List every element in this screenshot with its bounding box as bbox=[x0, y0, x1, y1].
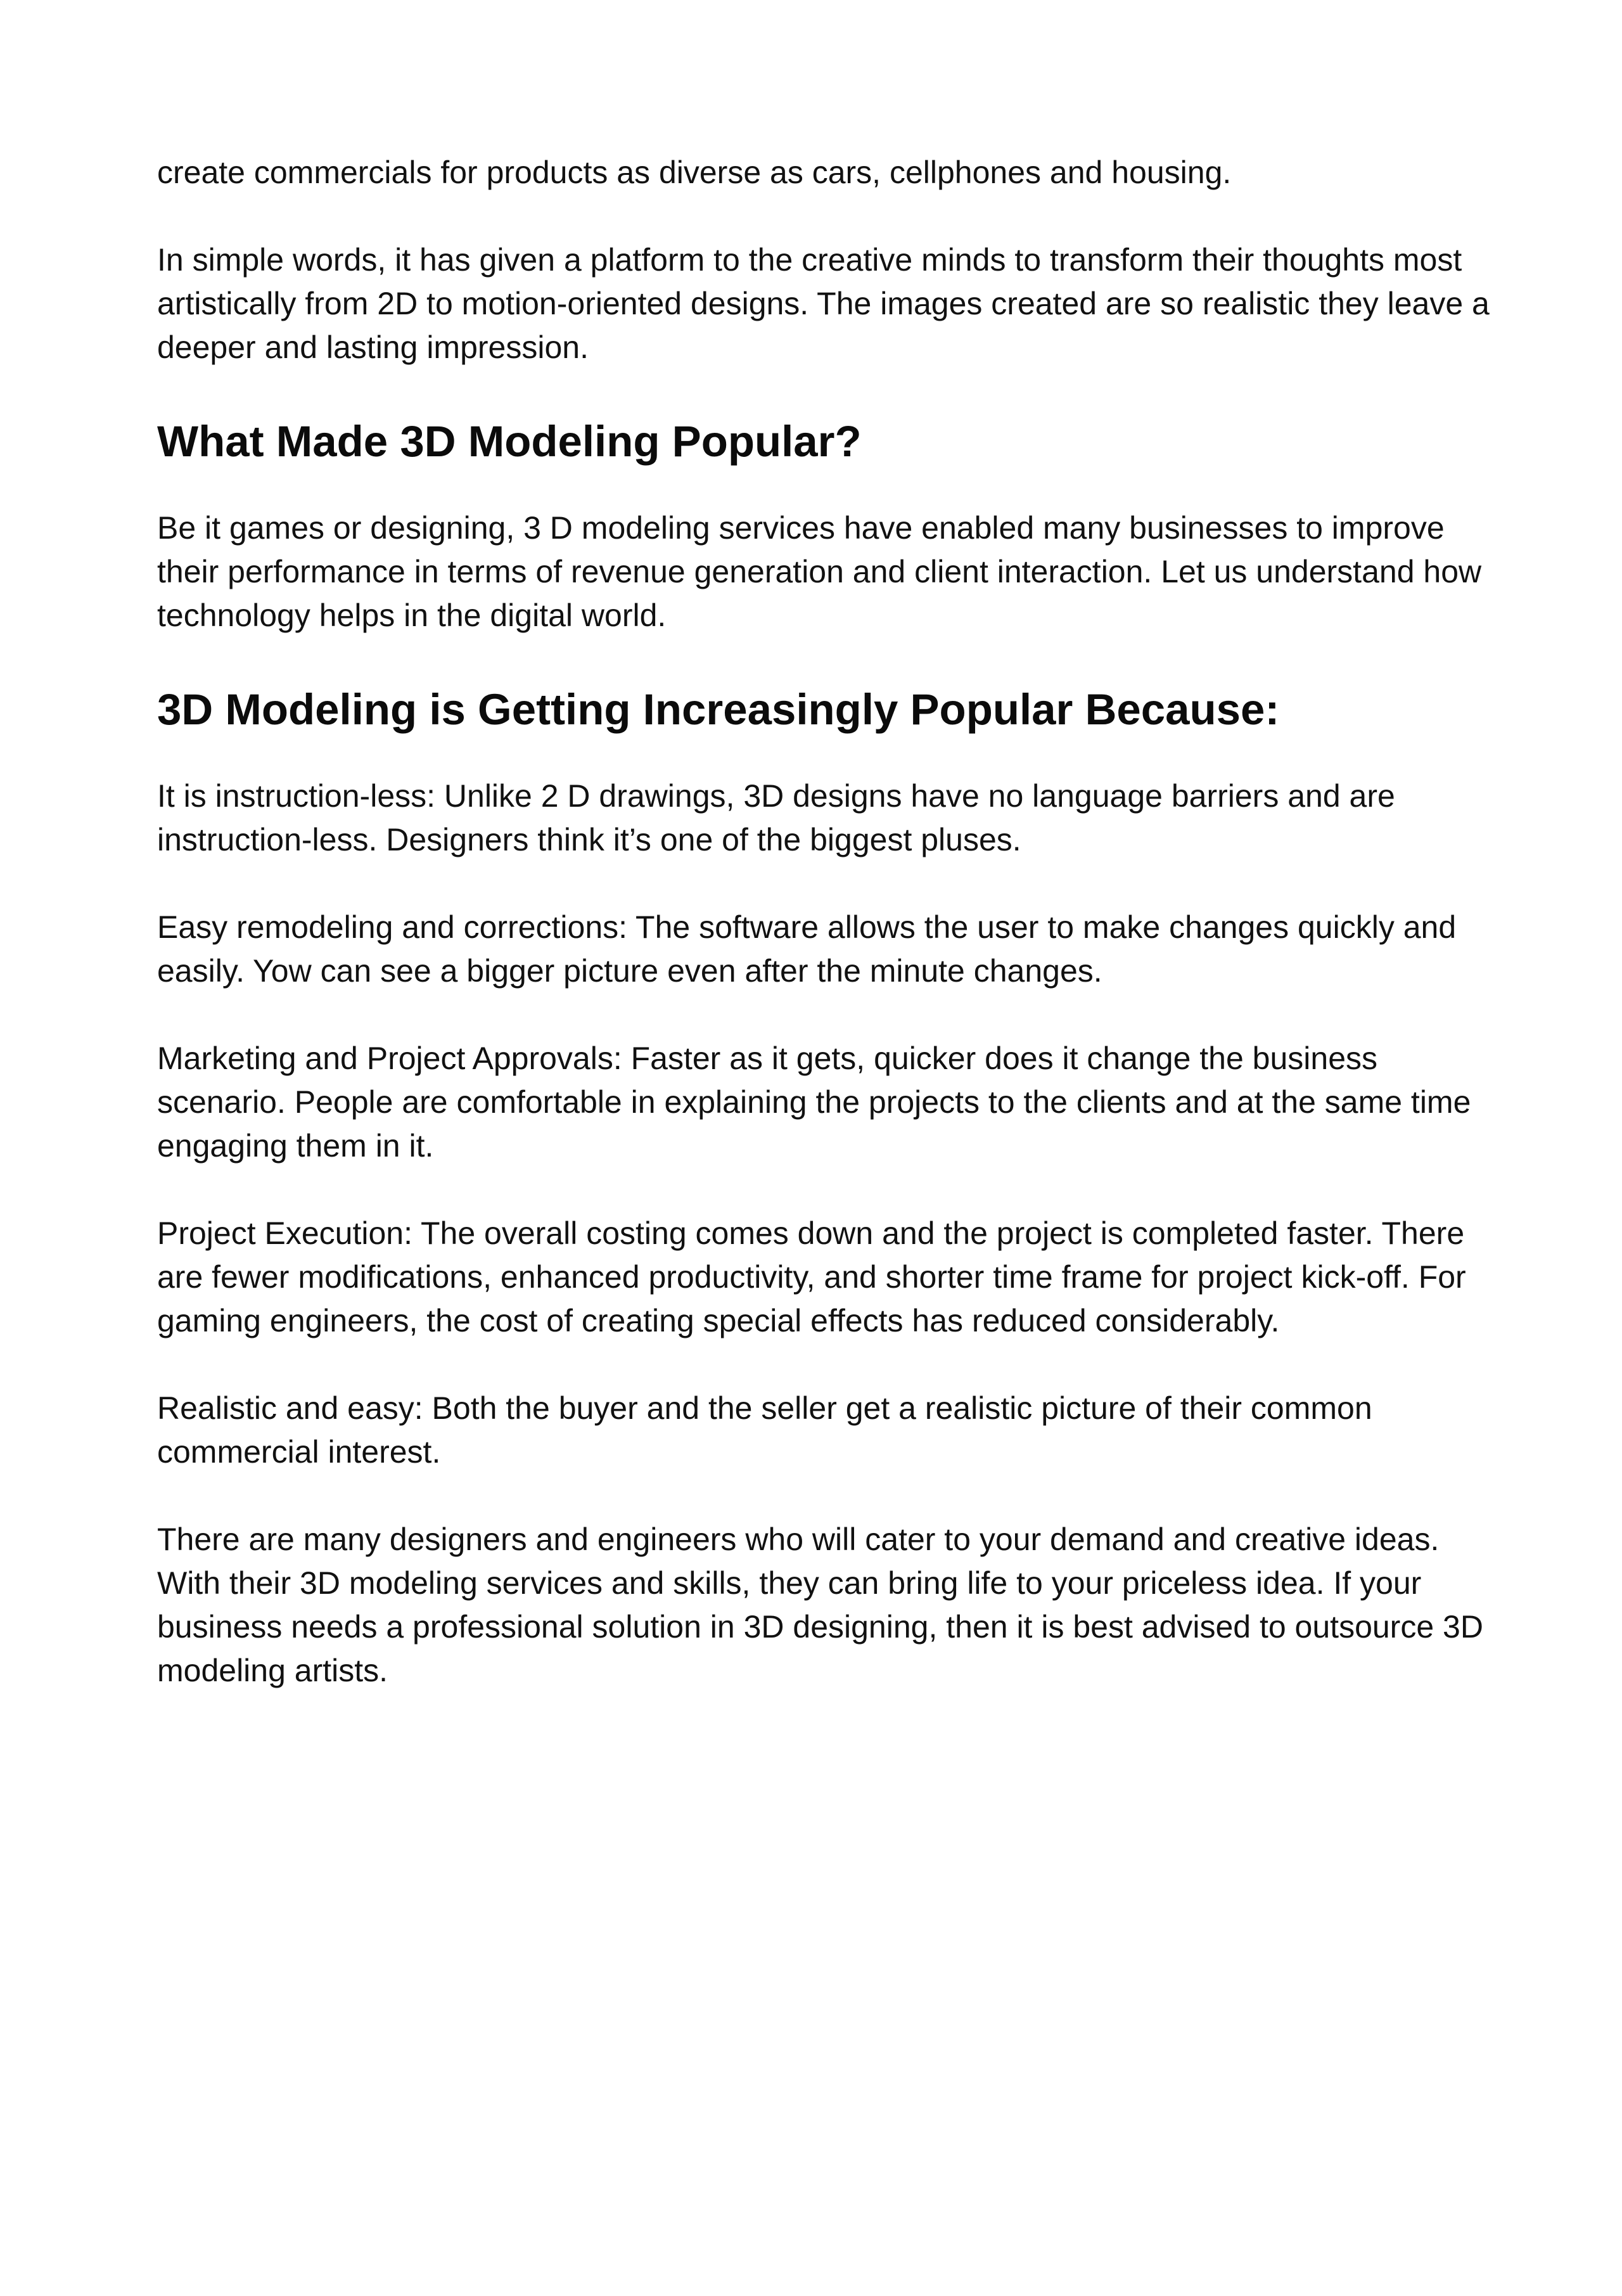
intro-paragraph-1: create commercials for products as diverse as cars, cellphones and housing. bbox=[157, 155, 1232, 190]
section1-paragraph: Be it games or designing, 3 D modeling services have enabled many businesses to improve their performance in terms of revenue generation and client interaction. Let us understand how technology helps in the digital world. bbox=[157, 510, 1482, 633]
closing-paragraph: There are many designers and engineers who will cater to your demand and creative ideas. With their 3D modeling services and skills, they can bring life to your priceless idea. If your business needs a professional solution in 3D designing, then it is best advised to outsource 3D modeling artists. bbox=[157, 1522, 1483, 1688]
section-heading-popular: What Made 3D Modeling Popular? bbox=[157, 417, 862, 466]
reason-easy-remodeling: Easy remodeling and corrections: The software allows the user to make changes quickly and easily. Yow can see a bigger picture even after the minute changes. bbox=[157, 909, 1457, 989]
document-page bbox=[157, 151, 1494, 1693]
reason-realistic-easy: Realistic and easy: Both the buyer and the seller get a realistic picture of their common commercial interest. bbox=[157, 1390, 1372, 1470]
reason-marketing-approvals: Marketing and Project Approvals: Faster as it gets, quicker does it change the business scenario. People are comfortable in explaining the projects to the clients and at the same time engaging them in it. bbox=[157, 1041, 1471, 1164]
intro-paragraph-2: In simple words, it has given a platform to the creative minds to transform their thoughts most artistically from 2D to motion-oriented designs. The images created are so realistic they leave a deeper and lasting impression. bbox=[157, 242, 1490, 365]
reason-instruction-less: It is instruction-less: Unlike 2 D drawings, 3D designs have no language barriers and are instruction-less. Designers think it’s one of the biggest pluses. bbox=[157, 778, 1395, 857]
section-heading-because: 3D Modeling is Getting Increasingly Popular Because: bbox=[157, 685, 1280, 734]
reason-project-execution: Project Execution: The overall costing comes down and the project is completed faster. There are fewer modifications, enhanced productivity, and shorter time frame for project kick-off. For gaming engineers, the cost of creating special effects has reduced considerably. bbox=[157, 1215, 1466, 1338]
